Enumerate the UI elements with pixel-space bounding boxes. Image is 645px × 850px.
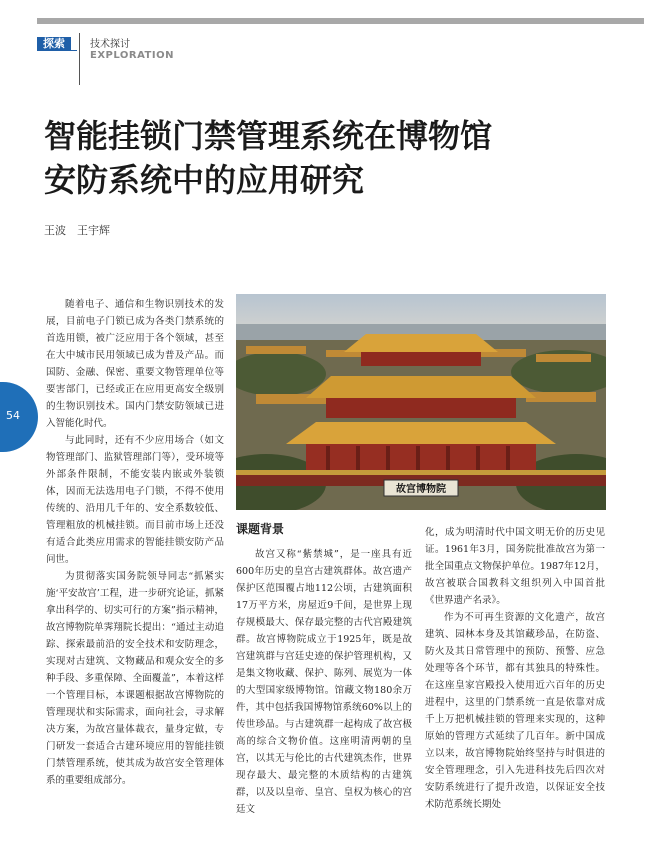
gate-roof [286, 422, 556, 444]
hall-roof-middle [306, 376, 536, 398]
article-title [44, 114, 634, 202]
section-heading: 课题背景 [236, 522, 285, 536]
body-column-1 [46, 296, 224, 789]
hall-middle [326, 398, 516, 418]
hall-upper [361, 352, 481, 366]
header-divider [79, 33, 80, 85]
front-roof [236, 470, 606, 475]
plaque-text: 故宫博物院 [396, 484, 446, 495]
gate-wall [306, 444, 536, 474]
paragraph: 随着电子、通信和生物识别技术的发展，目前电子门锁已成为各类门禁系统的首选用锁，被广泛应用于各个领域，甚至在大中城市民用领域已成为普及产品。而国防、金融、保密、重要文物管理单位等要害部门，已经或正在应用更高安全级别的生物识别技术。国内门禁安防领域已进入智能化时代。 [46, 299, 224, 429]
title-line-1: 智能挂锁门禁管理系统在博物馆 [44, 117, 493, 155]
paragraph: 故宫又称“紫禁城”，是一座具有近600年历史的皇宫古建筑群体。故宫遗产保护区范围覆占地112公顷，古建筑面积17万平方米，房屋近9千间，是世界上现存规模最大、保存最完整的古代宫殿建筑群。故宫博物院成立于1925年，既是故宫建筑群与宫廷史迹的保护管理机构，又是集文物收藏、保护、陈列、展览为一体的大型国家级博物馆。馆藏文物180余万件，其中包括我国博物馆系统60%以上的传世珍品。与古建筑群一起构成了故宫极高的综合文物价值。这座明清两朝的皇宫，以其无与伦比的古代建筑杰作，世界现存最大、最完整的木质结构的古建筑群，以及以皇帝、皇宫、皇权为核心的宫廷文 [236, 549, 412, 815]
page-number: 54 [6, 409, 20, 422]
title-line-2: 安防系统中的应用研究 [44, 161, 365, 199]
forbidden-city-photo [236, 294, 606, 510]
paragraph: 为贯彻落实国务院领导同志“抓紧实施‘平安故宫’工程，进一步研究论证，抓紧拿出科学的、切实可行的方案”指示精神，故宫博物院单霁翔院长提出：“通过主动追踪、探索最前沿的安全技术和安防理念，实现对古建筑、文物藏品和观众安全的多种手段、多重保障、全面覆盖”，本着这样一个管理目标，本课题根据故宫博物院的管理现状和实际需求，面向社会，寻求解决方案，为故宫量体裁衣，量身定做，专门研发一套适合古建环境应用的智能挂锁门禁管理系统，使其成为故宫安全管理体系的重要组成部分。 [46, 571, 224, 786]
category-en: EXPLORATION [90, 50, 174, 61]
authors: 王波 王宇辉 [44, 224, 110, 237]
tag-rule [71, 50, 77, 51]
body-column-3 [425, 524, 605, 813]
body-column-2 [236, 522, 412, 818]
section-tag: 探索 [37, 37, 71, 51]
top-rule [37, 18, 644, 24]
hall-roof-upper [344, 334, 498, 352]
paragraph-continued: 化，成为明清时代中国文明无价的历史见证。1961年3月，国务院批准故宫为第一批全国重点文物保护单位。1987年12月，故宫被联合国教科文组织列入中国首批《世界遗产名录》。 [425, 527, 605, 606]
paragraph: 作为不可再生资源的文化遗产，故宫建筑、园林本身及其馆藏珍品，在防盗、防火及其日常管理中的预防、预警、应急处理等各个环节，都有其独具的特殊性。在这座皇家宫殿投入使用近六百年的历史进程中，这里的门禁系统一直是依靠对成千上万把机械挂锁的管理来实现的，这种原始的管理方式延续了几百年。新中国成立以来，故宫博物院始终坚持与时俱进的安全管理理念，引入先进科技先后四次对安防系统进行了提升改造，以保证安全技术防范系统长期处 [425, 612, 605, 810]
category-cn: 技术探讨 [90, 39, 130, 50]
paragraph: 与此同时，还有不少应用场合（如文物管理部门、监狱管理部门等），受环境等外部条件限制，不能安装内嵌或外装锁体，因而无法选用电子门锁，不得不使用传统的、沿用几千年的、安全系数较低、管理粗放的机械挂锁。而目前市场上还没有适合此类应用需求的智能挂锁安防产品问世。 [46, 435, 224, 565]
